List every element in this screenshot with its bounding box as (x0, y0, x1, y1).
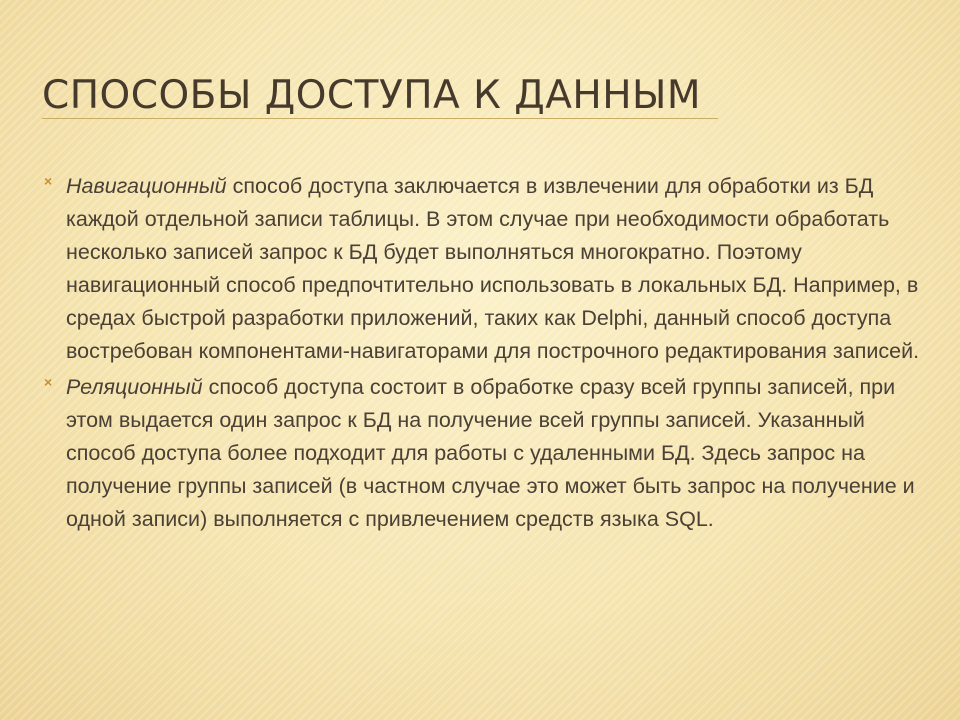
x-mark-icon: × (44, 173, 53, 189)
x-mark-icon: × (44, 374, 53, 390)
bullet-list (42, 170, 932, 539)
bullet-item-navigational (42, 170, 932, 368)
bullet-text: способ доступа состоит в обработке сразу всей группы записей, при этом выдается один запрос к БД на получение всей группы записей. Указанный способ доступа более подходит для работы с удаленными БД. Здесь запрос на получение группы записей (в частном случае это может быть запрос на получение и одной записи) выполняется с привлечением средств языка SQL. (66, 375, 915, 531)
bullet-text: способ доступа заключается в извлечении для обработки из БД каждой отдельной записи таблицы. В этом случае при необходимости обработать несколько записей запрос к БД будет выполняться многократно. Поэтому навигационный способ предпочтительно использовать в локальных БД. Например, в средах быстрой разработки приложений, таких как Delphi, данный способ доступа востребован компонентами-навигаторами для построчного редактирования записей. (66, 174, 920, 363)
bullet-term: Реляционный (66, 375, 203, 399)
slide-title: СПОСОБЫ ДОСТУПА К ДАННЫМ (42, 73, 702, 118)
bullet-item-relational (42, 371, 932, 536)
bullet-term: Навигационный (66, 174, 227, 198)
title-underline (42, 118, 718, 119)
